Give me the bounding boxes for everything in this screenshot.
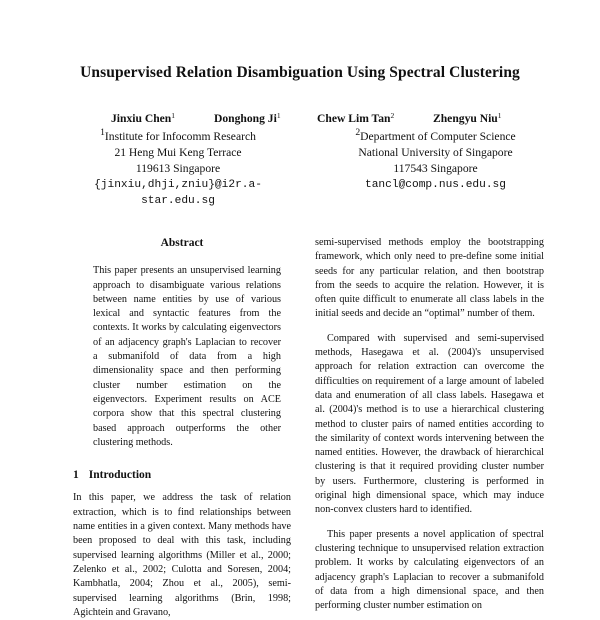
author-affiliation-mark: 1: [497, 111, 502, 120]
author-name: [317, 111, 394, 125]
affiliation-left: [78, 125, 278, 209]
author-name: [433, 111, 502, 125]
section-number: 1: [73, 469, 79, 482]
left-column: [73, 236, 291, 620]
body-paragraph: This paper presents a novel application of spectral clustering technique to unsupervised relation extraction problem. It works by calculating eigenvectors of an adjacency graph's Laplacian to recover a submanifold of data from a high dimensional space, and then performing cluster number estimation on: [315, 528, 544, 612]
affiliation-city: 117543 Singapore: [393, 161, 478, 175]
affiliation-street: National University of Singapore: [358, 145, 513, 159]
author-block: [0, 111, 600, 207]
section-heading: [73, 468, 291, 482]
affiliation-right: [328, 125, 543, 193]
right-column: [315, 236, 544, 613]
author-affiliation-mark: 1: [171, 111, 175, 120]
author-name: [111, 111, 175, 125]
author-affiliation-mark: 1: [276, 111, 281, 120]
author-name: [214, 111, 281, 125]
affiliation-mark: 2: [355, 127, 361, 138]
author-name-text: Jinxiu Chen: [111, 112, 172, 125]
affiliation-street: 21 Heng Mui Keng Terrace: [114, 145, 242, 159]
affiliation-name: [328, 125, 543, 145]
affiliation-name: [78, 125, 278, 145]
abstract-heading: Abstract: [160, 237, 204, 249]
section-title: Introduction: [88, 469, 152, 482]
author-name-text: Chew Lim Tan: [317, 112, 391, 125]
author-name-text: Donghong Ji: [214, 112, 277, 125]
affiliation-mark: 1: [100, 127, 105, 138]
affiliation-email: {jinxiu,dhji,zniu}@i2r.a-star.edu.sg: [94, 178, 262, 207]
affiliation-name-text: Department of Computer Science: [360, 129, 516, 143]
affiliation-email: tancl@comp.nus.edu.sg: [365, 178, 506, 191]
body-paragraph: Compared with supervised and semi-supervised methods, Hasegawa et al. (2004)'s unsupervised approach for relation extraction can overcome the difficulties on requirement of a large amount of labeled data and enumeration of all class labels. Hasegawa et al. (2004)'s method is to use a hierarchical clustering method to cluster pairs of named entities according to the similarity of context words intervening between the named entities. However, the drawback of hierarchical clustering is that it required providing cluster number by users. Furthermore, clustering is performed in original high dimensional space, which may induce non-convex clusters hard to identified.: [315, 332, 544, 516]
author-affiliation-mark: 2: [390, 111, 395, 120]
section-text: In this paper, we address the task of relation extraction, which is to find relationships between name entities in a given context. Many methods have been proposed to deal with this task, including supervised learning algorithms (Miller et al., 2000; Zelenko et al., 2002; Culotta and Soresen, 2004; Kambhatla, 2004; Zhou et al., 2005), semi-supervised learning algorithms (Brin, 1998; Agichtein and Gravano,: [73, 492, 291, 618]
affiliation-city: 119613 Singapore: [135, 161, 221, 175]
body-paragraph: semi-supervised methods employ the bootstrapping framework, which only need to pre-define some initial seeds for any particular relation, and then bootstrap from the seeds to acquire the relation. However, it is often quite difficult to enumerate all class labels in the initial seeds and decide an “optimal” number of them.: [315, 237, 544, 320]
affiliation-name-text: Institute for Infocomm Research: [104, 129, 256, 143]
author-name-text: Zhengyu Niu: [433, 112, 498, 125]
abstract-text: This paper presents an unsupervised learning approach to disambiguate various relations between name entities by use of various lexical and syntactic features from the contexts. It works by calculating eigenvectors of an adjacency graph's Laplacian to recover a submanifold of data from a high dimensionality space and then performing cluster number estimation on the eigenvectors. Experiment results on ACE corpora show that this spectral clustering based approach outperforms the other clustering methods.: [93, 265, 281, 448]
paper-title: Unsupervised Relation Disambiguation Using Spectral Clustering: [80, 64, 520, 81]
